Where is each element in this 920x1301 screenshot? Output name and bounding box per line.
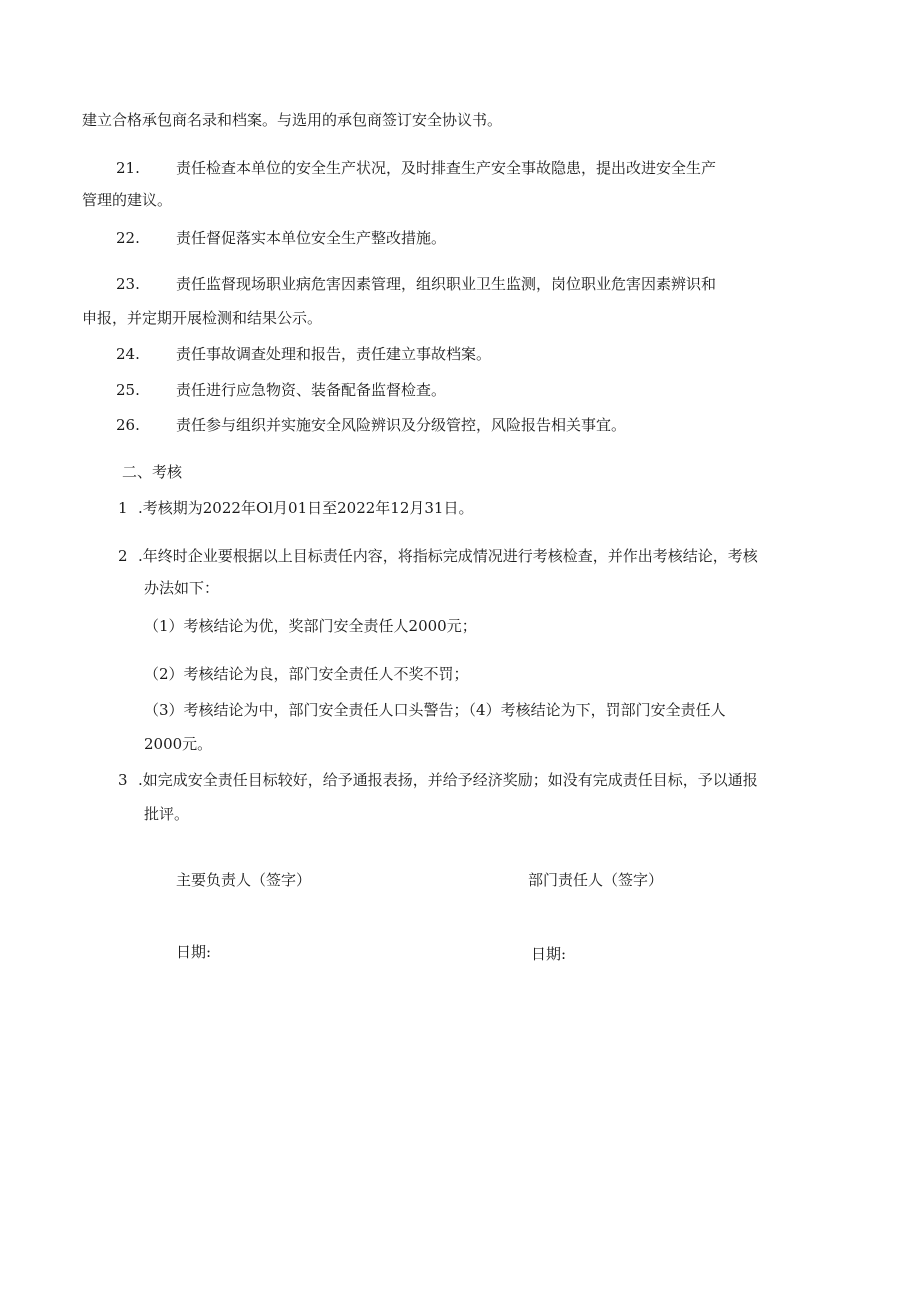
intro-line: 建立合格承包商名录和档案。与选用的承包商签订安全协议书。 [82, 111, 503, 129]
item-text: 责任事故调查处理和报告，责任建立事故档案。 [176, 345, 492, 363]
item-number: 23. [116, 275, 140, 293]
right-date-label: 日期: [531, 945, 567, 963]
item-text: 责任督促落实本单位安全生产整改措施。 [176, 229, 447, 247]
item-number: 22. [116, 229, 140, 247]
assessment-number: 1 [118, 499, 128, 517]
assessment-sub-item: （1）考核结论为优，奖部门安全责任人2000元； [144, 617, 477, 635]
assessment-number: 2 [118, 547, 128, 565]
item-text-continued: 管理的建议。 [82, 191, 173, 209]
item-text: 责任检查本单位的安全生产状况，及时排查生产安全事故隐患，提出改进安全生产 [176, 159, 717, 177]
main-responsible-signature-label: 主要负责人（签字） [176, 871, 312, 889]
assessment-text: .年终时企业要根据以上目标责任内容，将指标完成情况进行考核检查，并作出考核结论，考核 [138, 547, 758, 565]
assessment-text: .如完成安全责任目标较好，给予通报表扬，并给予经济奖励；如没有完成责任目标，予以通报 [138, 771, 758, 789]
item-text-continued: 申报，并定期开展检测和结果公示。 [82, 309, 323, 327]
item-number: 21. [116, 159, 140, 177]
assessment-text-continued: 批评。 [144, 805, 190, 823]
item-text: 责任进行应急物资、装备配备监督检查。 [176, 381, 447, 399]
department-responsible-signature-label: 部门责任人（签字） [528, 871, 664, 889]
item-number: 24. [116, 345, 140, 363]
assessment-text: .考核期为2022年Ol月01日至2022年12月31日。 [138, 499, 474, 517]
section-title: 二、考核 [122, 463, 183, 481]
assessment-text-continued: 办法如下： [144, 579, 220, 597]
item-text: 责任监督现场职业病危害因素管理，组织职业卫生监测，岗位职业危害因素辨识和 [176, 275, 717, 293]
left-date-label: 日期: [176, 943, 212, 961]
assessment-sub-item: （3）考核结论为中，部门安全责任人口头警告；（4）考核结论为下，罚部门安全责任人 [144, 701, 726, 719]
item-number: 26. [116, 416, 140, 434]
assessment-number: 3 [118, 771, 128, 789]
assessment-sub-item: （2）考核结论为良，部门安全责任人不奖不罚； [144, 665, 469, 683]
assessment-sub-item-continued: 2000元。 [144, 735, 213, 753]
item-number: 25. [116, 381, 140, 399]
item-text: 责任参与组织并实施安全风险辨识及分级管控，风险报告相关事宜。 [176, 416, 627, 434]
